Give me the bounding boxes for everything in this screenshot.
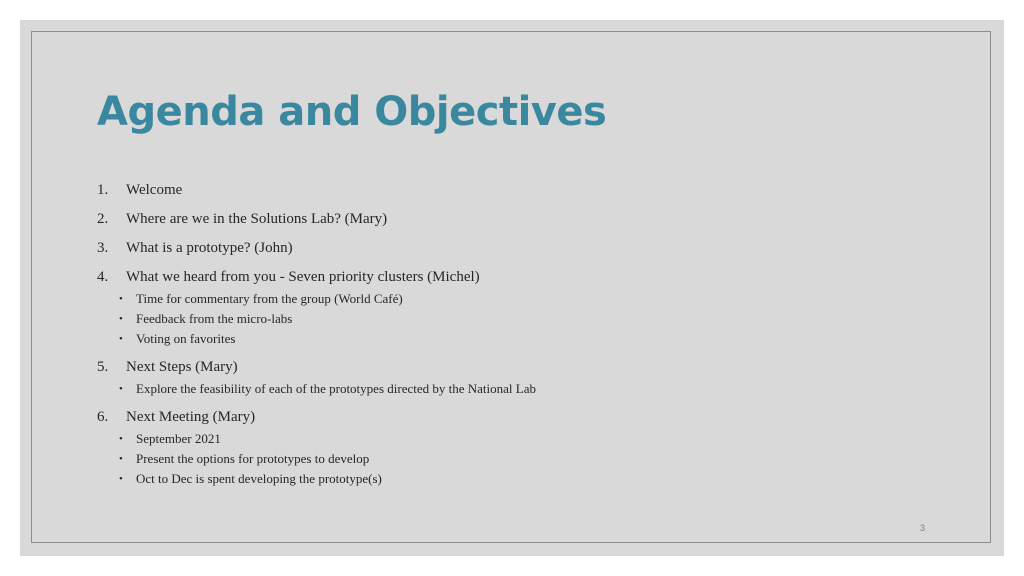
agenda-item <box>97 238 897 259</box>
agenda-item-number: 3. <box>97 240 109 256</box>
agenda-subitem-text: Time for commentary from the group (World Café) <box>136 291 403 306</box>
page-number: 3 <box>920 523 926 533</box>
agenda-sublist <box>97 289 897 349</box>
agenda-subitem <box>97 379 897 399</box>
bullet-icon: • <box>119 313 123 325</box>
agenda-subitem-text: Oct to Dec is spent developing the prototype(s) <box>136 471 382 486</box>
agenda-item-text: Where are we in the Solutions Lab? (Mary) <box>126 211 388 227</box>
bullet-icon: • <box>119 473 123 485</box>
agenda-list <box>97 180 897 489</box>
slide-title: Agenda and Objectives <box>97 89 607 135</box>
agenda-item-text: Next Meeting (Mary) <box>126 409 256 425</box>
agenda-sublist <box>97 379 897 399</box>
agenda-subitem <box>97 289 897 309</box>
agenda-subitem-text: Voting on favorites <box>136 331 236 346</box>
agenda-subitem-text: September 2021 <box>136 431 221 446</box>
agenda-item-text: What we heard from you - Seven priority clusters (Michel) <box>126 269 480 285</box>
agenda-subitem <box>97 449 897 469</box>
agenda-item <box>97 407 897 489</box>
agenda-item-text: What is a prototype? (John) <box>126 240 293 256</box>
agenda-item <box>97 357 897 399</box>
agenda-item-number: 2. <box>97 211 109 227</box>
agenda-item <box>97 267 897 349</box>
agenda-subitem <box>97 329 897 349</box>
agenda-subitem <box>97 309 897 329</box>
slide <box>20 20 1004 556</box>
agenda-item-number: 5. <box>97 359 109 375</box>
agenda-item <box>97 209 897 230</box>
bullet-icon: • <box>119 293 123 305</box>
agenda-item-text: Welcome <box>126 182 183 198</box>
agenda-sublist <box>97 429 897 489</box>
bullet-icon: • <box>119 453 123 465</box>
agenda-subitem-text: Present the options for prototypes to develop <box>136 451 370 466</box>
agenda-subitem-text: Explore the feasibility of each of the prototypes directed by the National Lab <box>136 381 536 396</box>
bullet-icon: • <box>119 433 123 445</box>
agenda-item-number: 6. <box>97 409 109 425</box>
agenda-subitem-text: Feedback from the micro-labs <box>136 311 293 326</box>
agenda-item-text: Next Steps (Mary) <box>126 359 238 375</box>
agenda-subitem <box>97 429 897 449</box>
agenda-subitem <box>97 469 897 489</box>
agenda-item-number: 4. <box>97 269 109 285</box>
agenda-item <box>97 180 897 201</box>
agenda-item-number: 1. <box>97 182 109 198</box>
bullet-icon: • <box>119 383 123 395</box>
bullet-icon: • <box>119 333 123 345</box>
